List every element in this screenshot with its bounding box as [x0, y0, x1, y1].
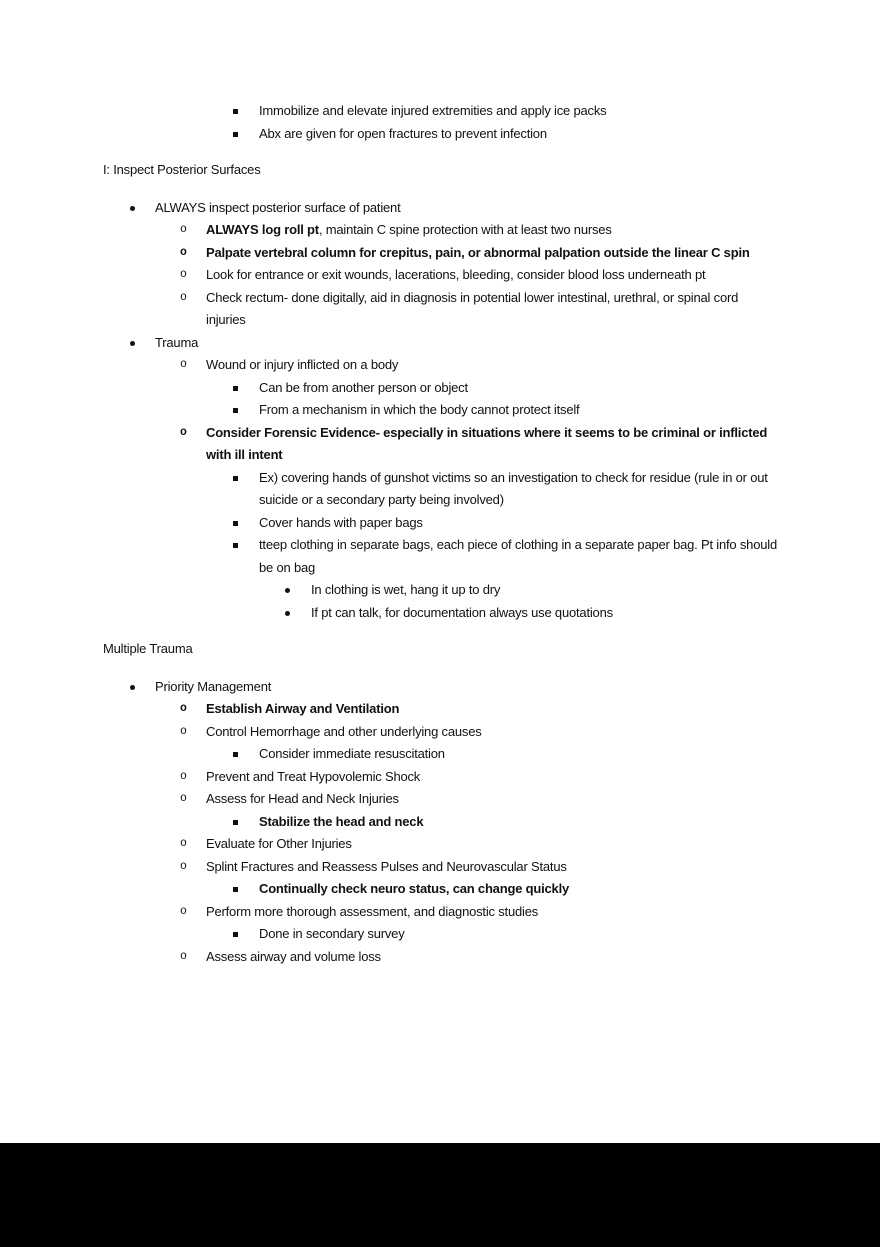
text-run: Assess airway and volume loss [206, 948, 381, 964]
list-item [103, 534, 779, 579]
square-bullet-icon [233, 887, 238, 892]
square-bullet-icon [233, 476, 238, 481]
square-bullet-icon [233, 109, 238, 114]
text-run: tteep clothing in separate bags, each piece of clothing in a separate paper bag. Pt info should be on bag [259, 537, 777, 575]
square-bullet-icon [233, 820, 238, 825]
text-run: I: Inspect Posterior Surfaces [103, 162, 261, 177]
text-run: ALWAYS log roll pt [206, 222, 319, 237]
square-bullet-icon [233, 386, 238, 391]
text-run: Look for entrance or exit wounds, lacerations, bleeding, consider blood loss underneath pt [206, 267, 706, 282]
text-run: Continually check neuro status, can change quickly [259, 881, 570, 896]
text-run: In clothing is wet, hang it up to dry [311, 582, 501, 597]
square-bullet-icon [233, 408, 238, 413]
disc-bullet-icon [285, 611, 290, 616]
circle-bullet-icon: o [180, 859, 187, 873]
circle-bullet-icon: o [180, 358, 187, 371]
text-run: Perform more thorough assessment, and diagnostic studies [206, 903, 539, 919]
section-heading [103, 159, 779, 182]
circle-bullet-icon: o [180, 949, 187, 963]
list-item [103, 377, 779, 400]
list-item [103, 354, 779, 377]
list-item [103, 197, 779, 220]
text-run: Consider immediate resuscitation [259, 746, 445, 761]
square-bullet-icon [233, 752, 238, 757]
circle-bullet-icon: o [180, 904, 187, 918]
list-item [103, 422, 779, 467]
disc-bullet-icon [130, 341, 135, 346]
circle-bullet-icon: o [180, 724, 187, 738]
text-run: Wound or injury inflicted on a body [206, 357, 399, 372]
document-body [103, 100, 779, 968]
list-item [103, 467, 779, 512]
text-run: From a mechanism in which the body cannot protect itself [259, 402, 580, 417]
text-run: Control Hemorrhage and other underlying causes [206, 723, 482, 739]
list-item [103, 743, 779, 766]
circle-bullet-icon: o [180, 702, 187, 715]
disc-bullet-icon [130, 685, 135, 690]
square-bullet-icon [233, 521, 238, 526]
list-item [103, 721, 779, 744]
list-item [103, 901, 779, 924]
list-item [103, 878, 779, 901]
list-item [103, 788, 779, 811]
circle-bullet-icon: o [180, 268, 187, 281]
disc-bullet-icon [285, 588, 290, 593]
list-item [103, 766, 779, 789]
circle-bullet-icon: o [180, 792, 187, 805]
text-run: , maintain C spine protection with at least two nurses [318, 222, 612, 237]
text-run: Assess for Head and Neck Injuries [206, 791, 399, 806]
list-item [103, 923, 779, 946]
list-item [103, 264, 779, 287]
list-item [103, 399, 779, 422]
list-item [103, 833, 779, 856]
section-heading [103, 638, 779, 661]
list-item [103, 811, 779, 834]
circle-bullet-icon: o [180, 223, 187, 236]
square-bullet-icon [233, 932, 238, 937]
text-run: Abx are given for open fractures to prevent infection [259, 125, 547, 141]
text-run: Consider Forensic Evidence- especially in situations where it seems to be criminal or inflicted with ill intent [206, 424, 768, 462]
text-run: If pt can talk, for documentation always use quotations [311, 604, 613, 620]
text-run: Priority Management [155, 678, 272, 694]
bottom-black-bar [0, 1143, 880, 1247]
text-run: Can be from another person or object [259, 379, 468, 395]
circle-bullet-icon: o [180, 769, 187, 783]
list-item [103, 512, 779, 535]
list-item [103, 287, 779, 332]
square-bullet-icon [233, 132, 238, 137]
text-run: Establish Airway and Ventilation [206, 701, 400, 716]
text-run: Cover hands with paper bags [259, 514, 423, 530]
text-run: Stabilize the head and neck [259, 813, 424, 829]
text-run: ALWAYS inspect posterior surface of patient [155, 199, 401, 215]
text-run: Evaluate for Other Injuries [206, 836, 352, 851]
text-run: Done in secondary survey [259, 926, 405, 941]
list-item [103, 602, 779, 625]
text-run: Trauma [155, 334, 199, 350]
circle-bullet-icon: o [180, 290, 187, 304]
list-item [103, 856, 779, 879]
text-run: Palpate vertebral column for crepitus, pain, or abnormal palpation outside the linear C spin [206, 244, 750, 260]
list-item [103, 332, 779, 355]
circle-bullet-icon: o [180, 245, 187, 259]
text-run: Splint Fractures and Reassess Pulses and Neurovascular Status [206, 858, 567, 874]
list-item [103, 100, 779, 123]
text-run: Immobilize and elevate injured extremities and apply ice packs [259, 103, 607, 118]
text-run: Ex) covering hands of gunshot victims so an investigation to check for residue (rule in or out suicide or a secondary party being involved) [259, 469, 768, 507]
list-item [103, 946, 779, 969]
text-run: Check rectum- done digitally, aid in diagnosis in potential lower intestinal, urethral, or spinal cord injuries [206, 289, 739, 327]
square-bullet-icon [233, 543, 238, 548]
list-item [103, 676, 779, 699]
list-item [103, 219, 779, 242]
list-item [103, 698, 779, 721]
text-run: Prevent and Treat Hypovolemic Shock [206, 768, 421, 784]
disc-bullet-icon [130, 206, 135, 211]
list-item [103, 123, 779, 146]
list-item [103, 242, 779, 265]
list-item [103, 579, 779, 602]
circle-bullet-icon: o [180, 837, 187, 850]
text-run: Multiple Trauma [103, 641, 193, 656]
circle-bullet-icon: o [180, 425, 187, 439]
